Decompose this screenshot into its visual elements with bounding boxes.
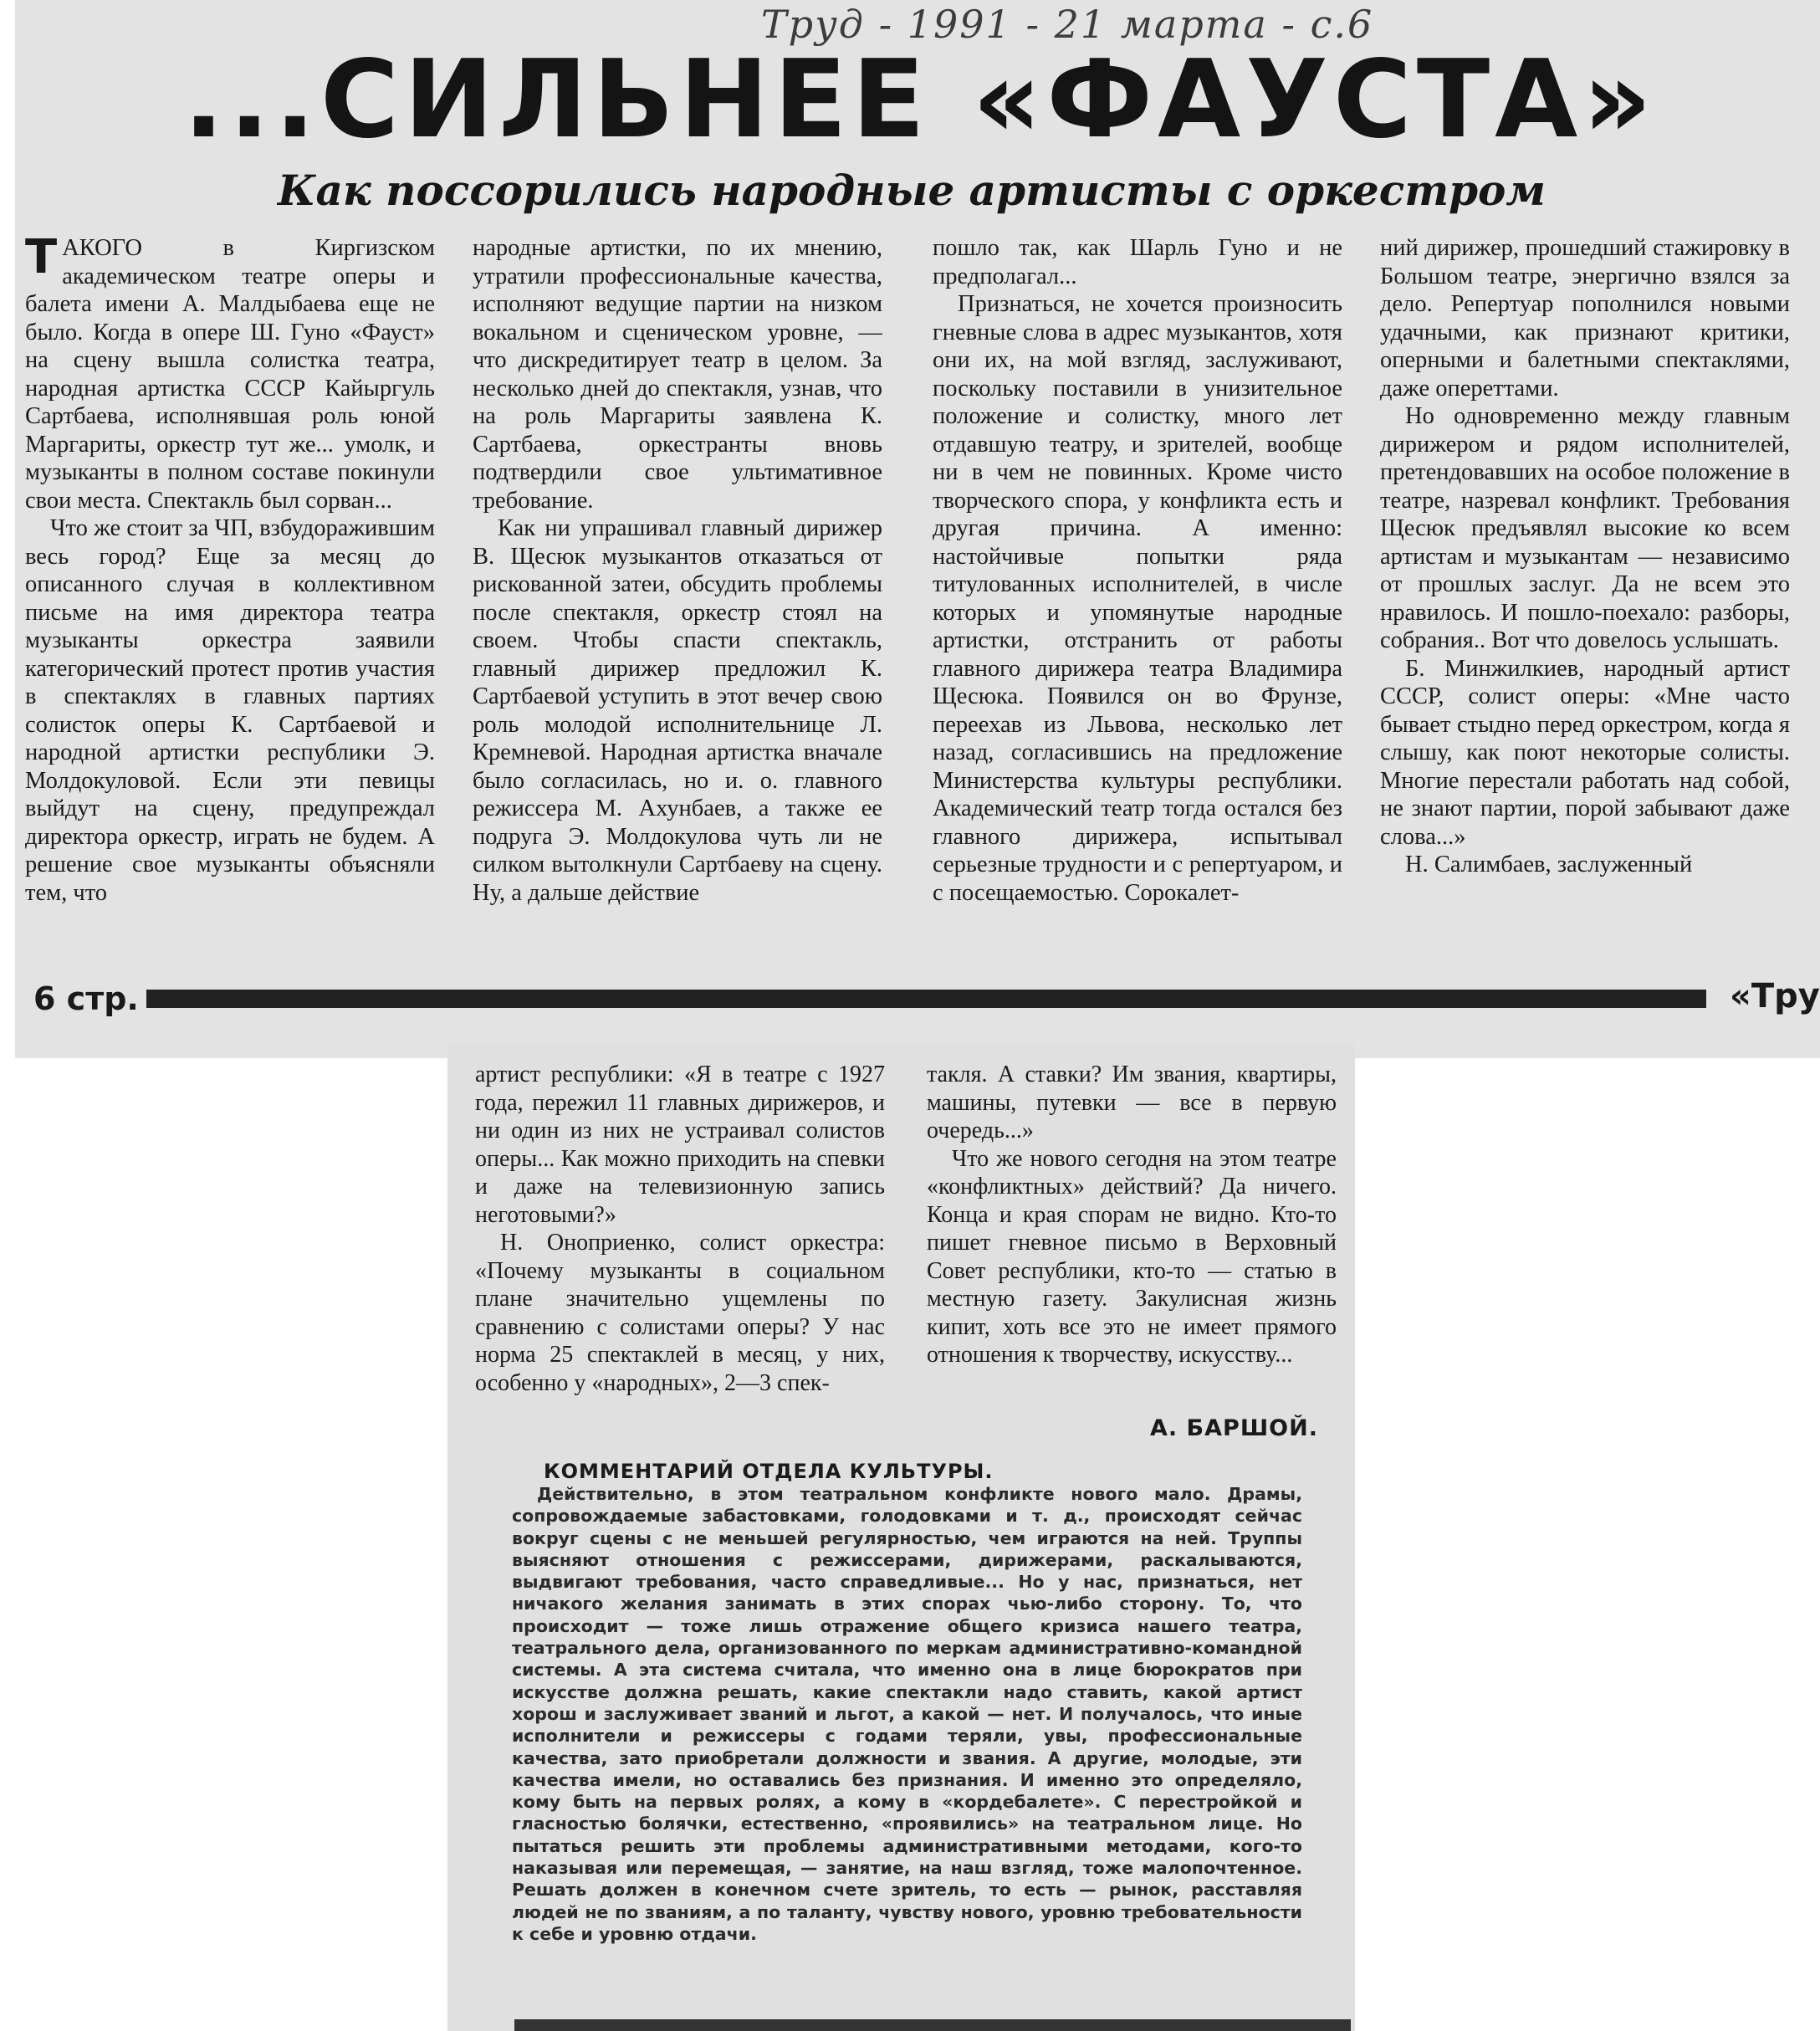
paragraph-text: ний дирижер, прошедший стажировку в Большом театре, энергично взялся за дело. Репертуар пополнился новыми удачными, как признают критики, оперными и балетными спектаклями, даже опереттами. <box>1380 235 1790 402</box>
paragraph-text: пошло так, как Шарль Гуно и не предполагал... <box>933 235 1342 289</box>
author-signature: А. БАРШОЙ. <box>1150 1415 1318 1441</box>
page-rule <box>146 990 1706 1008</box>
article-column-4 <box>1380 234 1790 949</box>
continuation-column-2 <box>927 1061 1337 1437</box>
article-column-1 <box>25 234 435 949</box>
paragraph-text: Н. Оноприенко, солист оркестра: «Почему музыканты в социальном плане значительно ущемлены по сравнению с солистами оперы? У нас норма 25 спектаклей в месяц, у них, особенно у «народных», 2—3 спек- <box>475 1230 885 1396</box>
paragraph-text: Б. Минжилкиев, народный артист СССР, солист оперы: «Мне часто бывает стыдно перед оркестром, когда я слышу, как поют некоторые солисты. Многие перестали работать над собой, не знают партии, порой забывают даже слова...» <box>1380 655 1790 850</box>
paragraph <box>927 1145 1337 1369</box>
paragraph <box>1380 234 1790 402</box>
paragraph <box>473 514 882 907</box>
paragraph-text: Что же нового сегодня на этом театре «конфликтных» действий? Да ничего. Конца и края спорам не видно. Кто-то пишет гневное письмо в Верховный Совет республики, кто-то — статью в местную газету. Закулисная жизнь кипит, хоть все это не имеет прямого отношения к творчеству, искусству... <box>927 1145 1337 1368</box>
paragraph-text: Признаться, не хочется произносить гневные слова в адрес музыкантов, хотя они их, на мой взгляд, заслуживают, поскольку поставили в унизительное положение и солистку, много лет отдавшую театру, и зрителей, вообще ни в чем не повинных. Кроме чисто творческого спора, у конфликта есть и другая причина. А именно: настойчивые попытки ряда титулованных исполнителей, в числе которых и упомянутые народные артистки, отстранить от работы главного дирижера театра Владимира Щесюка. Появился он во Фрунзе, переехав из Львова, несколько лет назад, согласившись на предложение Министерства культуры республики. Академический театр тогда остался без главного дирижера, испытывал серьезные трудности и с репертуаром, и с посещаемостью. Сорокалет- <box>933 291 1342 906</box>
paragraph-text: АКОГО в Киргизском академическом театре оперы и балета имени А. Малдыбаева еще не было. Когда в опере Ш. Гуно «Фауст» на сцену вышла солистка театра, народная артистка СССР Кайыргуль Сартбаева, исполнявшая роль юной Маргариты, оркестр тут же... умолк, и музыканты в полном составе покинули свои места. Спектакль был сорван... <box>25 235 435 514</box>
subtitle: Как поссорились народные артисты с оркестром <box>278 166 1546 215</box>
paragraph <box>927 1061 1337 1145</box>
paragraph-text: Что же стоит за ЧП, взбудоражившим весь город? Еще за месяц до описанного случая в коллективном письме на имя директора театра музыканты оркестра заявили категорический протест против участия в спектаклях в главных партиях солисток оперы К. Сартбаевой и народной артистки республики Э. Молдокуловой. Если эти певицы выйдут на сцену, предупреждал директора оркестр, играть не будем. А решение свое музыканты объясняли тем, что <box>25 515 435 906</box>
paragraph-text: такля. А ставки? Им звания, квартиры, машины, путевки — все в первую очередь...» <box>927 1062 1337 1143</box>
commentary-body: Действительно, в этом театральном конфликте нового мало. Драмы, сопровождаемые забастовками, голодовками и т. д., происходят сейчас вокруг сцены с не меньшей регулярностью, чем играются на ней. Труппы выясняют отношения с режиссерами, дирижерами, раскалываются, выдвигают требования, часто справедливые... Но у нас, признаться, нет ничакого желания занимать в этих спорах чью-либо сторону. То, что происходит — тоже лишь отражение общего кризиса нашего театра, театрального дела, организованного по меркам административно-командной системы. А эта система считала, что именно она в лице бюрократов при искусстве должна решать, какие спектакли надо ставить, какой артист хорош и заслуживает званий и льгот, а какой — нет. И получалось, что иные исполнители и режиссеры с годами теряли, увы, профессиональные качества, зато приобретали должности и звания. А другие, молодые, эти качества имели, но оставались без признания. И именно это определяло, кому быть на первых ролях, а кому в «кордебалете». С перестройкой и гласностью болячки, естественно, «проявились» на театральном лице. Но пытаться решить эти проблемы административными методами, кого-то наказывая или перемещая, — занятие, на наш взгляд, тоже малопочтенное. Решать должен в конечном счете зритель, то есть — рынок, расставляя людей не по званиям, а по таланту, чувству нового, уровню требовательности к себе и уровню отдачи. <box>512 1484 1302 1944</box>
continuation-column-1 <box>475 1061 885 1437</box>
publication-name: «Тру <box>1730 977 1820 1016</box>
paragraph <box>1380 655 1790 852</box>
page-number: 6 стр. <box>33 980 139 1017</box>
article-column-2 <box>473 234 882 949</box>
bottom-rule <box>514 2019 1351 2031</box>
paragraph <box>25 234 435 514</box>
paragraph <box>933 234 1342 290</box>
drop-cap: Т <box>25 234 58 284</box>
commentary-title: КОММЕНТАРИЙ ОТДЕЛА КУЛЬТУРЫ. <box>544 1460 994 1483</box>
paragraph-text: народные артистки, по их мнению, утратили профессиональные качества, исполняют ведущие партии на низком вокальном и сценическом уровне, — что дискредитирует театр в целом. За несколько дней до спектакля, узнав, что на роль Маргариты заявлена К. Сартбаева, оркестранты вновь подтвердили свое ультимативное требование. <box>473 235 882 514</box>
paragraph <box>933 290 1342 907</box>
paragraph <box>25 514 435 907</box>
paragraph-text: Н. Салимбаев, заслуженный <box>1405 852 1693 877</box>
paragraph-text: артист республики: «Я в театре с 1927 года, пережил 11 главных дирижеров, и ни один из них не устраивал солистов оперы... Как можно приходить на спевки и даже на телевизионную запись неготовыми?» <box>475 1062 885 1228</box>
paragraph <box>473 234 882 514</box>
paragraph <box>475 1061 885 1229</box>
paragraph-text: Как ни упрашивал главный дирижер В. Щесюк музыкантов отказаться от рискованной затеи, обсудить проблемы после спектакля, оркестр стоял на своем. Чтобы спасти спектакль, главный дирижер предложил К. Сартбаевой уступить в этот вечер свою роль молодой исполнительнице Л. Кремневой. Народная артистка вначале было согласилась, но и. о. главного режиссера М. Ахунбаев, а также ее подруга Э. Молдокулова чуть ли не силком вытолкнули Сартбаеву на сцену. Ну, а дальше действие <box>473 515 882 906</box>
paragraph <box>1380 402 1790 655</box>
paragraph <box>475 1229 885 1397</box>
article-column-3 <box>933 234 1342 949</box>
paragraph <box>1380 851 1790 879</box>
handwritten-note: Труд - 1991 - 21 марта - с.6 <box>761 2 1374 47</box>
paragraph-text: Но одновременно между главным дирижером и рядом исполнителей, претендовавших на особое положение в театре, назревал конфликт. Требования Щесюк предъявлял высокие ко всем артистам и музыкантам — независимо от прошлых заслуг. Да не всем это нравилось. И пошло-поехало: разборы, собрания.. Вот что довелось услышать. <box>1380 403 1790 653</box>
headline: ...СИЛЬНЕЕ «ФАУСТА» <box>183 38 1657 162</box>
